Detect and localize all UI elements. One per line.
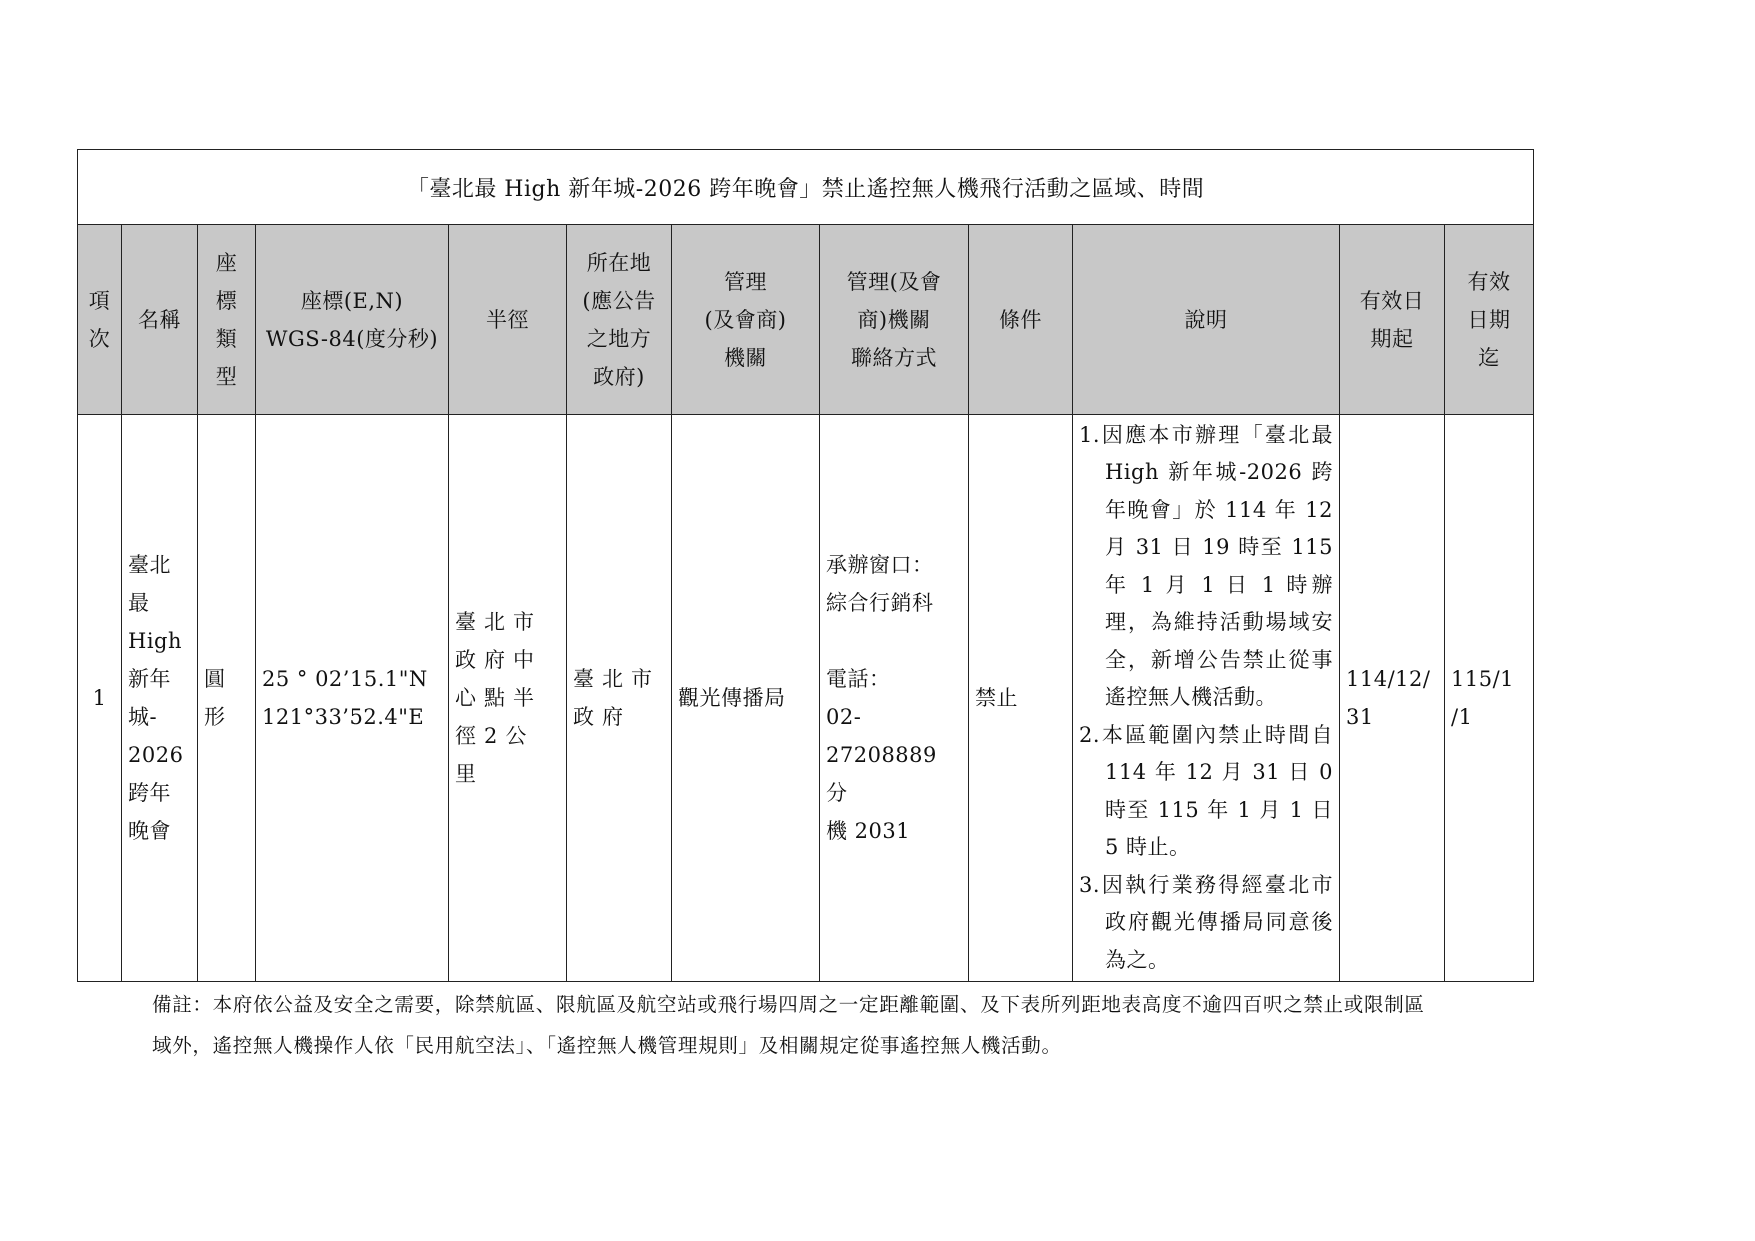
header-start-date-line: 有效日	[1359, 288, 1425, 313]
header-coord-type	[198, 225, 256, 415]
cell-start-date	[1340, 415, 1445, 982]
cell-start-date-line: 31	[1346, 705, 1374, 729]
table-title: 「臺北最 High 新年城-2026 跨年晚會」禁止遙控無人機飛行活動之區域、時間	[78, 150, 1534, 225]
header-authority-line: 機關	[724, 345, 767, 370]
header-item-no-line: 次	[88, 326, 111, 351]
cell-name-line: 跨年	[128, 781, 171, 805]
header-location	[567, 225, 672, 415]
table-header-row	[78, 225, 1534, 415]
cell-name-line: 晚會	[128, 819, 171, 843]
description-list	[1079, 417, 1333, 980]
cell-contact-line: 承辦窗口：	[826, 553, 934, 577]
header-contact-line: 聯絡方式	[851, 345, 937, 370]
cell-end-date-line: 115/1	[1451, 667, 1515, 691]
header-end-date	[1445, 225, 1534, 415]
cell-contact-line: 電話：	[826, 667, 891, 691]
header-location-line: 政府)	[593, 364, 645, 389]
cell-start-date-line: 114/12/	[1346, 667, 1431, 691]
header-start-date	[1340, 225, 1445, 415]
cell-location-line: 臺北市	[573, 667, 660, 691]
header-item-no	[78, 225, 122, 415]
cell-radius	[449, 415, 567, 982]
description-item: 2.本區範圍內禁止時間自 114 年 12 月 31 日 0 時至 115 年 1 月 1 日 5 時止。	[1079, 722, 1333, 860]
header-coord-type-line: 類	[215, 326, 238, 351]
cell-coord-type	[198, 415, 256, 982]
cell-location	[567, 415, 672, 982]
cell-contact-spacer	[826, 622, 962, 660]
cell-end-date-line: /1	[1451, 705, 1473, 729]
header-location-line: (應公告	[582, 288, 656, 313]
header-start-date-line: 期起	[1370, 326, 1414, 351]
header-item-no-line: 項	[88, 288, 111, 313]
header-condition: 條件	[969, 225, 1073, 415]
header-coordinates	[256, 225, 449, 415]
cell-name-line: 最	[128, 591, 150, 615]
description-item: 3.因執行業務得經臺北市政府觀光傳播局同意後為之。	[1079, 872, 1333, 972]
cell-radius-line: 政府中	[455, 648, 542, 672]
header-location-line: 之地方	[586, 326, 652, 351]
cell-name-line: High	[128, 629, 182, 653]
cell-name-line: 臺北	[128, 553, 171, 577]
cell-location-line: 政府	[573, 705, 631, 729]
footnote	[152, 984, 1542, 1066]
cell-contact-line: 02-	[826, 705, 862, 729]
description-item: 1.因應本市辦理「臺北最 High 新年城-2026 跨年晚會」於 114 年 12 月 31 日 19 時至 115 年 1 月 1 日 1 時辦理，為維持活動場域安全，新增公告禁止從事遙控無人機活動。	[1079, 422, 1333, 710]
header-name: 名稱	[122, 225, 198, 415]
cell-coordinates	[256, 415, 449, 982]
cell-name-line: 城-	[128, 705, 158, 729]
header-coord-type-line: 型	[215, 364, 238, 389]
cell-authority: 觀光傳播局	[672, 415, 820, 982]
header-authority-line: (及會商)	[704, 307, 787, 332]
header-radius: 半徑	[449, 225, 567, 415]
header-authority-line: 管理	[724, 269, 767, 294]
cell-radius-line: 徑2公里	[455, 724, 535, 786]
footnote-line: 域外，遙控無人機操作人依「民用航空法」、「遙控無人機管理規則」及相關規定從事遙控無人機活動。	[152, 1034, 1062, 1057]
cell-description	[1073, 415, 1340, 982]
cell-contact-line: 機 2031	[826, 819, 911, 843]
cell-radius-line: 心點半	[455, 686, 542, 710]
regulation-table	[77, 149, 1534, 982]
header-end-date-line: 日期	[1467, 307, 1511, 332]
header-contact	[820, 225, 969, 415]
header-contact-line: 商)機關	[857, 307, 931, 332]
table-row	[78, 415, 1534, 982]
cell-name	[122, 415, 198, 982]
header-coord-type-line: 座	[215, 250, 238, 275]
table-title-row	[78, 150, 1534, 225]
cell-contact-line: 綜合行銷科	[826, 591, 934, 615]
header-coordinates-line: 座標(E,N)	[300, 288, 404, 313]
header-contact-line: 管理(及會	[846, 269, 942, 294]
cell-coord-type-line: 形	[204, 705, 226, 729]
header-end-date-line: 有效	[1467, 269, 1511, 294]
cell-name-line: 2026	[128, 743, 184, 767]
header-description: 說明	[1073, 225, 1340, 415]
header-coord-type-line: 標	[215, 288, 238, 313]
cell-name-line: 新年	[128, 667, 171, 691]
cell-end-date	[1445, 415, 1534, 982]
cell-item-no: 1	[78, 415, 122, 982]
cell-coord-type-line: 圓	[204, 667, 226, 691]
cell-coordinates-line: 121°33’52.4"E	[262, 705, 425, 729]
cell-contact	[820, 415, 969, 982]
header-coordinates-line: WGS-84(度分秒)	[265, 326, 439, 351]
cell-contact-line: 27208889 分	[826, 743, 937, 805]
header-authority	[672, 225, 820, 415]
cell-condition: 禁止	[969, 415, 1073, 982]
header-location-line: 所在地	[586, 250, 652, 275]
footnote-line: 備註：本府依公益及安全之需要，除禁航區、限航區及航空站或飛行場四周之一定距離範圍、及下表所列距地表高度不逾四百呎之禁止或限制區	[152, 993, 1425, 1016]
header-end-date-line: 迄	[1478, 345, 1500, 370]
cell-radius-line: 臺北市	[455, 610, 542, 634]
cell-coordinates-line: 25 ° 02’15.1"N	[262, 667, 428, 691]
